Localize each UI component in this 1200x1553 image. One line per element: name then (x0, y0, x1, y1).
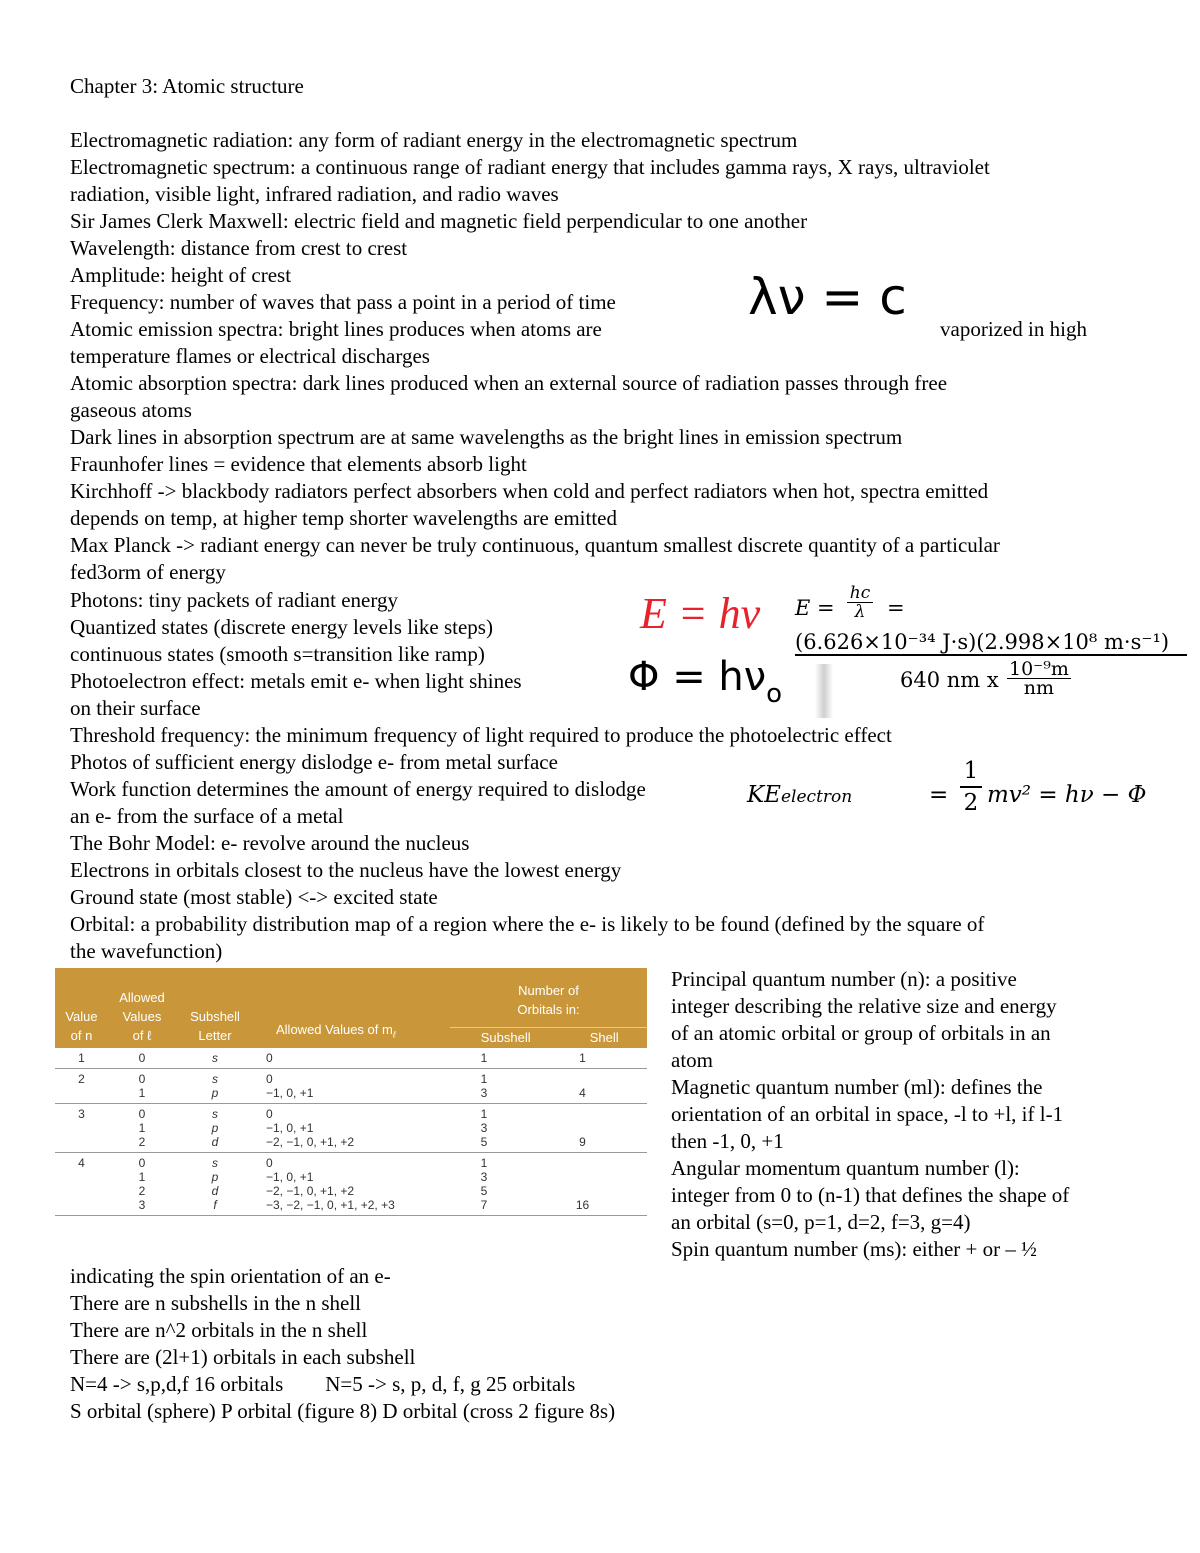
cell-n: 2 (78, 1072, 85, 1086)
cell-ml: 0 (266, 1051, 273, 1065)
text-line: gaseous atoms (70, 398, 192, 422)
right-text-line: then -1, 0, +1 (671, 1129, 784, 1153)
planck-fraction-numerator: hc (847, 584, 873, 603)
planck-fraction-denominator: λ (854, 602, 866, 622)
text-line: Electromagnetic radiation: any form of radiant energy in the electromagnetic spectrum (70, 128, 798, 152)
right-text-line: Principal quantum number (n): a positive (671, 967, 1017, 991)
right-text-line: an orbital (s=0, p=1, d=2, f=3, g=4) (671, 1210, 971, 1234)
text-line: fed3orm of energy (70, 560, 226, 584)
text-line: radiation, visible light, infrared radiation, and radio waves (70, 182, 559, 206)
planck-conversion-denominator: nm (1023, 677, 1055, 699)
cell-letter: s (212, 1051, 218, 1065)
right-text-line: Spin quantum number (ms): either + or – ½ (671, 1237, 1037, 1261)
work-function-subscript: o (766, 679, 783, 709)
right-text-line: atom (671, 1048, 713, 1072)
header-value-n: Value of n (55, 968, 108, 1048)
text-line: Work function determines the amount of energy required to dislodge (70, 777, 646, 801)
cell-n: 3 (78, 1107, 85, 1121)
text-line: There are (2l+1) orbitals in each subshell (70, 1345, 416, 1369)
right-text-line: integer describing the relative size and energy (671, 994, 1057, 1018)
ke-fraction-denominator: 2 (963, 790, 979, 816)
work-function-main: Φ = hν (628, 654, 767, 700)
header-allowed-ml-text: Allowed Values of m (276, 1022, 393, 1038)
planck-worked-example (795, 583, 1190, 699)
table-row (55, 1048, 647, 1069)
planck-wavelength: 640 nm x (900, 668, 999, 692)
work-function-equation (628, 652, 782, 719)
cell-letter: s p d f (211, 1156, 219, 1212)
header-subshell: Subshell (480, 1030, 531, 1045)
text-line: Max Planck -> radiant energy can never be truly continuous, quantum smallest discrete quantity of a particular (70, 533, 1000, 557)
header-subshell-letter: Subshell Letter (176, 968, 254, 1048)
planck-equals: = (887, 596, 905, 620)
text-line: Dark lines in absorption spectrum are at same wavelengths as the bright lines in emission spectrum (70, 425, 903, 449)
right-text-line: orientation of an orbital in space, -l to +l, if l-1 (671, 1102, 1064, 1126)
cell-n: 4 (78, 1156, 85, 1170)
right-text-line: Magnetic quantum number (ml): defines the (671, 1075, 1043, 1099)
text-line: Atomic emission spectra: bright lines produces when atoms are (70, 317, 602, 341)
ke-fraction-numerator: 1 (960, 756, 982, 788)
cell-shell-orbitals: 1 (579, 1051, 586, 1065)
text-line: There are n^2 orbitals in the n shell (70, 1318, 368, 1342)
cell-l: 0 1 2 3 (138, 1156, 146, 1212)
header-number-of-orbitals-text: Number of Orbitals in: (517, 983, 580, 1017)
header-number-of-orbitals (450, 968, 647, 1048)
page-title: Chapter 3: Atomic structure (70, 74, 304, 98)
text-line: Kirchhoff -> blackbody radiators perfect absorbers when cold and perfect radiators when hot, spectra emitted (70, 479, 989, 503)
text-line: on their surface (70, 696, 201, 720)
text-line: Amplitude: height of crest (70, 263, 292, 287)
text-line: Electrons in orbitals closest to the nucleus have the lowest energy (70, 858, 622, 882)
cell-shell-orbitals: 16 (575, 1198, 590, 1212)
cell-l: 0 (138, 1051, 146, 1065)
text-line: indicating the spin orientation of an e- (70, 1264, 391, 1288)
planck-E-label: E = (795, 596, 835, 620)
faded-divider (815, 664, 833, 718)
text-line: There are n subshells in the n shell (70, 1291, 362, 1315)
cell-subshell-orbitals: 1 3 (480, 1072, 488, 1100)
text-line: Electromagnetic spectrum: a continuous range of radiant energy that includes gamma rays, X rays, ultraviolet (70, 155, 990, 179)
text-line: Quantized states (discrete energy levels like steps) (70, 615, 493, 639)
ke-label: KE (747, 782, 781, 808)
text-line: Photos of sufficient energy dislodge e- from metal surface (70, 750, 558, 774)
cell-n: 1 (78, 1051, 85, 1065)
text-line: The Bohr Model: e- revolve around the nucleus (70, 831, 470, 855)
text-line: Orbital: a probability distribution map of a region where the e- is likely to be found (defined by the square of (70, 912, 985, 936)
cell-letter: s p d (211, 1107, 219, 1149)
text-line: the wavefunction) (70, 939, 223, 963)
cell-l: 0 1 2 (138, 1107, 146, 1149)
text-line: temperature flames or electrical discharges (70, 344, 430, 368)
right-text-line: Angular momentum quantum number (l): (671, 1156, 1020, 1180)
text-line: Photons: tiny packets of radiant energy (70, 588, 398, 612)
text-line: Fraunhofer lines = evidence that elements absorb light (70, 452, 527, 476)
right-text-line: of an atomic orbital or group of orbitals in an (671, 1021, 1051, 1045)
text-line: Wavelength: distance from crest to crest (70, 236, 408, 260)
quantum-numbers-table (55, 968, 647, 1216)
ke-subscript: electron (780, 787, 853, 807)
cell-subshell-orbitals: 1 3 5 7 (480, 1156, 488, 1212)
text-line: Threshold frequency: the minimum frequency of light required to produce the photoelectric effect (70, 723, 892, 747)
ke-equals: = (929, 782, 949, 808)
table-row (55, 1069, 647, 1104)
kinetic-energy-equation (747, 756, 1147, 828)
cell-shell-orbitals: 4 (579, 1086, 586, 1100)
text-line: S orbital (sphere) P orbital (figure 8) D orbital (cross 2 figure 8s) (70, 1399, 616, 1423)
cell-subshell-orbitals: 1 3 5 (480, 1107, 488, 1149)
header-ml-subscript: ℓ (392, 1030, 396, 1040)
table-row (55, 1104, 647, 1153)
planck-conversion-numerator: 10⁻⁹m (1009, 658, 1069, 680)
text-line: Photoelectron effect: metals emit e- when light shines (70, 669, 522, 693)
text-line: Frequency: number of waves that pass a point in a period of time (70, 290, 616, 314)
cell-subshell-orbitals: 1 (480, 1051, 488, 1065)
header-allowed-ml (254, 968, 450, 1048)
text-line: an e- from the surface of a metal (70, 804, 344, 828)
cell-ml: 0 −1, 0, +1 −2, −1, 0, +1, +2 (266, 1107, 355, 1149)
right-text-line: integer from 0 to (n-1) that defines the shape of (671, 1183, 1070, 1207)
ke-rhs: mv² = hν − Φ (987, 782, 1147, 808)
text-line: Sir James Clerk Maxwell: electric field and magnetic field perpendicular to one another (70, 209, 808, 233)
text-line: continuous states (smooth s=transition like ramp) (70, 642, 485, 666)
header-shell: Shell (589, 1030, 619, 1045)
header-allowed-l: Allowed Values of ℓ (108, 968, 176, 1048)
cell-letter: s p (211, 1072, 219, 1100)
cell-l: 0 1 (138, 1072, 146, 1100)
cell-shell-orbitals: 9 (579, 1135, 586, 1149)
cell-ml: 0 −1, 0, +1 −2, −1, 0, +1, +2 −3, −2, −1, 0, +1, +2, +3 (266, 1156, 395, 1212)
planck-values: (6.626×10⁻³⁴ J·s)(2.998×10⁸ m·s⁻¹) (795, 630, 1187, 656)
planck-equation: E = hν (640, 589, 761, 638)
text-line-continuation: vaporized in high (940, 317, 1087, 341)
text-line: Atomic absorption spectra: dark lines produced when an external source of radiation passes through free (70, 371, 948, 395)
text-line: depends on temp, at higher temp shorter wavelengths are emitted (70, 506, 617, 530)
wave-equation: λν = c (748, 268, 907, 326)
text-line: Ground state (most stable) <-> excited state (70, 885, 438, 909)
table-row (55, 1153, 647, 1216)
cell-ml: 0 −1, 0, +1 (266, 1072, 314, 1100)
text-line: N=4 -> s,p,d,f 16 orbitals N=5 -> s, p, d, f, g 25 orbitals (70, 1372, 576, 1396)
